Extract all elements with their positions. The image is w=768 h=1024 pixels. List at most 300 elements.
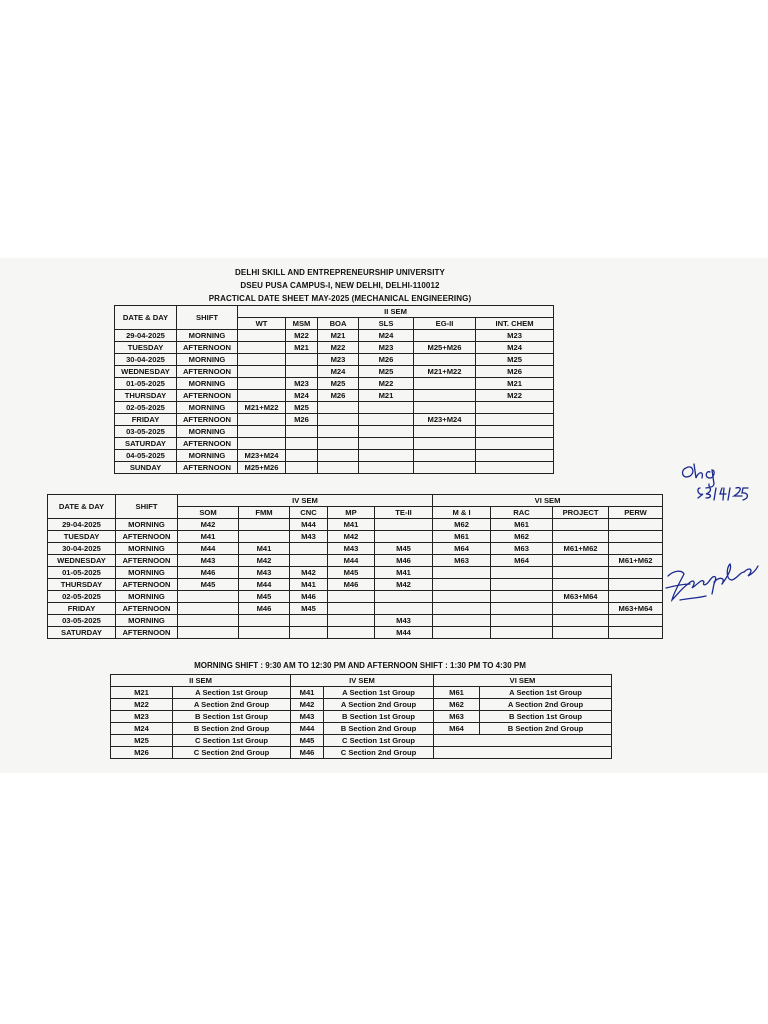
shift-cell: AFTERNOON: [177, 342, 238, 354]
group-cell: M62: [433, 519, 491, 531]
shift-cell: MORNING: [116, 543, 178, 555]
date-day-cell: 29-04-2025: [48, 519, 116, 531]
group-code-cell: M44: [291, 723, 324, 735]
date-day-cell: SATURDAY: [115, 438, 177, 450]
date-day-cell: SUNDAY: [115, 462, 177, 474]
table-row: [115, 342, 554, 354]
subject-header: EG-II: [414, 318, 476, 330]
group-cell: [239, 627, 290, 639]
group-code-cell: M62: [434, 699, 480, 711]
group-cell: [239, 615, 290, 627]
group-cell: M25: [359, 366, 414, 378]
shift-cell: MORNING: [116, 519, 178, 531]
group-cell: M24: [476, 342, 554, 354]
group-cell: M42: [290, 567, 328, 579]
group-cell: M42: [328, 531, 375, 543]
subject-header: PROJECT: [553, 507, 609, 519]
group-cell: [375, 531, 433, 543]
table-row: [48, 519, 663, 531]
subject-header: RAC: [491, 507, 553, 519]
group-cell: [238, 426, 286, 438]
group-cell: [553, 531, 609, 543]
group-cell: M41: [178, 531, 239, 543]
group-cell: [238, 438, 286, 450]
group-cell: [491, 591, 553, 603]
group-code-cell: M25: [111, 735, 173, 747]
group-cell: [609, 531, 663, 543]
group-cell: M23: [359, 342, 414, 354]
group-description-cell: A Section 1st Group: [173, 687, 291, 699]
group-cell: [328, 627, 375, 639]
shift-cell: MORNING: [177, 402, 238, 414]
group-cell: [476, 450, 554, 462]
group-cell: M63: [433, 555, 491, 567]
table-row: [115, 330, 554, 342]
group-cell: [239, 531, 290, 543]
date-day-cell: 03-05-2025: [115, 426, 177, 438]
table-row: [48, 531, 663, 543]
group-cell: [318, 414, 359, 426]
table-row: [115, 378, 554, 390]
subject-header: M & I: [433, 507, 491, 519]
group-cell: M25+M26: [238, 462, 286, 474]
table-row: [115, 426, 554, 438]
shift-cell: AFTERNOON: [116, 531, 178, 543]
date-day-cell: TUESDAY: [48, 531, 116, 543]
ii-sem-header: II SEM: [238, 306, 554, 318]
group-code-cell: M42: [291, 699, 324, 711]
group-cell: [178, 627, 239, 639]
group-cell: [609, 543, 663, 555]
date-day-cell: SATURDAY: [48, 627, 116, 639]
group-cell: M42: [239, 555, 290, 567]
table-row: [48, 627, 663, 639]
group-cell: M26: [318, 390, 359, 402]
group-cell: [290, 555, 328, 567]
shift-cell: MORNING: [177, 378, 238, 390]
shift-cell: MORNING: [177, 426, 238, 438]
group-code-cell: M41: [291, 687, 324, 699]
group-cell: M22: [286, 330, 318, 342]
shift-timing-note: MORNING SHIFT : 9:30 AM TO 12:30 PM AND AFTERNOON SHIFT : 1:30 PM TO 4:30 PM: [194, 661, 526, 670]
group-cell: M63+M64: [609, 603, 663, 615]
shift-cell: MORNING: [116, 591, 178, 603]
shift-header: SHIFT: [177, 306, 238, 330]
group-cell: [414, 330, 476, 342]
group-cell: [491, 627, 553, 639]
group-cell: M41: [290, 579, 328, 591]
group-cell: [238, 354, 286, 366]
shift-cell: MORNING: [116, 567, 178, 579]
shift-cell: AFTERNOON: [177, 390, 238, 402]
group-cell: M23: [286, 378, 318, 390]
subject-header: SOM: [178, 507, 239, 519]
legend-sem-header: IV SEM: [291, 675, 434, 687]
date-day-cell: 04-05-2025: [115, 450, 177, 462]
group-cell: M45: [328, 567, 375, 579]
group-cell: [286, 462, 318, 474]
group-cell: [286, 366, 318, 378]
legend-sem-header: VI SEM: [434, 675, 612, 687]
group-cell: M26: [359, 354, 414, 366]
legend-row: [111, 747, 612, 759]
table-row: [115, 390, 554, 402]
group-cell: M23+M24: [238, 450, 286, 462]
date-day-cell: 30-04-2025: [48, 543, 116, 555]
group-cell: M44: [239, 579, 290, 591]
group-code-cell: M26: [111, 747, 173, 759]
group-cell: M45: [375, 543, 433, 555]
group-cell: M25+M26: [414, 342, 476, 354]
shift-cell: AFTERNOON: [116, 555, 178, 567]
group-cell: [359, 438, 414, 450]
group-cell: M46: [375, 555, 433, 567]
group-cell: M42: [178, 519, 239, 531]
shift-cell: AFTERNOON: [177, 462, 238, 474]
subject-header: BOA: [318, 318, 359, 330]
campus-address: DSEU PUSA CAMPUS-I, NEW DELHI, DELHI-110012: [240, 281, 440, 290]
group-cell: M61+M62: [553, 543, 609, 555]
group-cell: [375, 591, 433, 603]
date-day-cell: 02-05-2025: [48, 591, 116, 603]
subject-header: FMM: [239, 507, 290, 519]
group-cell: [476, 402, 554, 414]
group-description-cell: B Section 1st Group: [324, 711, 434, 723]
table-row: [48, 543, 663, 555]
group-cell: M21: [476, 378, 554, 390]
subject-header: MP: [328, 507, 375, 519]
group-cell: M44: [178, 543, 239, 555]
group-code-cell: M23: [111, 711, 173, 723]
group-description-cell: B Section 2nd Group: [173, 723, 291, 735]
group-cell: M23: [318, 354, 359, 366]
group-cell: M41: [375, 567, 433, 579]
group-cell: [290, 543, 328, 555]
group-cell: [553, 567, 609, 579]
group-cell: M61+M62: [609, 555, 663, 567]
group-cell: [290, 615, 328, 627]
group-cell: M21+M22: [238, 402, 286, 414]
shift-cell: MORNING: [177, 354, 238, 366]
group-cell: [609, 627, 663, 639]
group-cell: [553, 603, 609, 615]
vi-sem-header: VI SEM: [433, 495, 663, 507]
date-day-cell: 01-05-2025: [115, 378, 177, 390]
group-cell: [476, 462, 554, 474]
group-description-cell: A Section 2nd Group: [173, 699, 291, 711]
group-cell: [476, 414, 554, 426]
group-cell: M45: [178, 579, 239, 591]
group-cell: [290, 627, 328, 639]
group-cell: M44: [290, 519, 328, 531]
group-cell: [433, 615, 491, 627]
iv-vi-sem-date-sheet-table: [47, 494, 663, 639]
group-cell: M25: [476, 354, 554, 366]
group-cell: M24: [318, 366, 359, 378]
group-cell: [359, 462, 414, 474]
group-cell: [359, 426, 414, 438]
date-day-cell: WEDNESDAY: [115, 366, 177, 378]
group-cell: [286, 438, 318, 450]
group-cell: [318, 426, 359, 438]
group-cell: [375, 603, 433, 615]
group-cell: M23+M24: [414, 414, 476, 426]
date-day-cell: 01-05-2025: [48, 567, 116, 579]
group-code-cell: M45: [291, 735, 324, 747]
group-cell: M63+M64: [553, 591, 609, 603]
date-day-cell: 29-04-2025: [115, 330, 177, 342]
group-code-cell: M46: [291, 747, 324, 759]
group-code-cell: M43: [291, 711, 324, 723]
group-cell: M21: [286, 342, 318, 354]
group-cell: M44: [328, 555, 375, 567]
group-cell: M22: [318, 342, 359, 354]
group-cell: M26: [476, 366, 554, 378]
group-cell: M22: [359, 378, 414, 390]
group-cell: [491, 603, 553, 615]
group-code-cell: M24: [111, 723, 173, 735]
group-description-cell: A Section 1st Group: [324, 687, 434, 699]
table-row: [48, 615, 663, 627]
table-row: [48, 591, 663, 603]
shift-cell: AFTERNOON: [177, 366, 238, 378]
group-cell: M25: [286, 402, 318, 414]
date-day-cell: TUESDAY: [115, 342, 177, 354]
table-row: [115, 366, 554, 378]
group-cell: [178, 591, 239, 603]
group-cell: M45: [290, 603, 328, 615]
legend-row: [111, 711, 612, 723]
group-cell: M26: [286, 414, 318, 426]
group-cell: M46: [178, 567, 239, 579]
ii-sem-date-sheet-table: [114, 305, 554, 474]
shift-cell: AFTERNOON: [116, 603, 178, 615]
group-cell: [433, 603, 491, 615]
group-cell: [286, 426, 318, 438]
group-cell: [318, 450, 359, 462]
group-description-cell: C Section 2nd Group: [324, 747, 434, 759]
shift-cell: AFTERNOON: [177, 414, 238, 426]
legend-empty-cell: [434, 735, 612, 747]
group-cell: [553, 579, 609, 591]
group-cell: [178, 615, 239, 627]
group-cell: M61: [433, 531, 491, 543]
group-legend-table: [110, 674, 612, 759]
group-cell: [414, 390, 476, 402]
group-cell: M22: [476, 390, 554, 402]
group-cell: [553, 627, 609, 639]
group-cell: [238, 330, 286, 342]
date-day-cell: WEDNESDAY: [48, 555, 116, 567]
legend-sem-header: II SEM: [111, 675, 291, 687]
university-name: DELHI SKILL AND ENTREPRENEURSHIP UNIVERSITY: [235, 268, 445, 277]
group-cell: [375, 519, 433, 531]
group-cell: M43: [290, 531, 328, 543]
group-cell: M24: [286, 390, 318, 402]
group-cell: M62: [491, 531, 553, 543]
group-cell: [414, 354, 476, 366]
group-cell: M44: [375, 627, 433, 639]
group-cell: [476, 438, 554, 450]
shift-cell: AFTERNOON: [116, 627, 178, 639]
group-cell: M63: [491, 543, 553, 555]
legend-empty-cell: [434, 747, 612, 759]
subject-header: INT. CHEM: [476, 318, 554, 330]
group-cell: [609, 579, 663, 591]
date-day-cell: 30-04-2025: [115, 354, 177, 366]
table-row: [48, 555, 663, 567]
group-cell: [286, 450, 318, 462]
table-row: [48, 579, 663, 591]
group-cell: [286, 354, 318, 366]
group-description-cell: C Section 1st Group: [173, 735, 291, 747]
group-cell: [318, 462, 359, 474]
subject-header: SLS: [359, 318, 414, 330]
group-cell: [414, 426, 476, 438]
group-cell: [609, 519, 663, 531]
group-cell: [414, 450, 476, 462]
group-code-cell: M64: [434, 723, 480, 735]
group-cell: [414, 378, 476, 390]
group-cell: [328, 603, 375, 615]
table-row: [115, 438, 554, 450]
shift-cell: AFTERNOON: [177, 438, 238, 450]
subject-header: PERW: [609, 507, 663, 519]
group-cell: M61: [491, 519, 553, 531]
group-cell: [328, 615, 375, 627]
group-cell: M41: [328, 519, 375, 531]
group-cell: [433, 627, 491, 639]
group-cell: M64: [433, 543, 491, 555]
group-cell: M42: [375, 579, 433, 591]
date-day-header: DATE & DAY: [48, 495, 116, 519]
group-cell: [414, 402, 476, 414]
date-day-cell: THURSDAY: [115, 390, 177, 402]
handwritten-signature-initials-date: [676, 458, 756, 504]
table-row: [48, 567, 663, 579]
legend-row: [111, 723, 612, 735]
group-cell: [359, 402, 414, 414]
date-day-cell: FRIDAY: [115, 414, 177, 426]
group-cell: M46: [239, 603, 290, 615]
group-description-cell: C Section 2nd Group: [173, 747, 291, 759]
group-cell: [491, 567, 553, 579]
table-row: [115, 402, 554, 414]
group-cell: M23: [476, 330, 554, 342]
group-cell: [414, 438, 476, 450]
group-code-cell: M63: [434, 711, 480, 723]
date-day-cell: FRIDAY: [48, 603, 116, 615]
group-description-cell: B Section 2nd Group: [480, 723, 612, 735]
group-cell: [414, 462, 476, 474]
date-day-cell: 02-05-2025: [115, 402, 177, 414]
group-cell: M21: [318, 330, 359, 342]
group-cell: M64: [491, 555, 553, 567]
table-row: [48, 603, 663, 615]
date-day-cell: THURSDAY: [48, 579, 116, 591]
group-cell: [238, 390, 286, 402]
group-cell: M43: [239, 567, 290, 579]
group-cell: M43: [375, 615, 433, 627]
group-cell: [553, 615, 609, 627]
group-cell: [359, 414, 414, 426]
group-cell: [609, 567, 663, 579]
group-description-cell: B Section 1st Group: [173, 711, 291, 723]
group-cell: M25: [318, 378, 359, 390]
group-cell: [359, 450, 414, 462]
subject-header: TE-II: [375, 507, 433, 519]
date-day-cell: 03-05-2025: [48, 615, 116, 627]
subject-header: CNC: [290, 507, 328, 519]
group-cell: M46: [328, 579, 375, 591]
group-cell: [609, 615, 663, 627]
group-cell: M43: [178, 555, 239, 567]
group-description-cell: B Section 2nd Group: [324, 723, 434, 735]
group-cell: M21+M22: [414, 366, 476, 378]
subject-header: MSM: [286, 318, 318, 330]
group-cell: [553, 555, 609, 567]
group-cell: M45: [239, 591, 290, 603]
group-description-cell: A Section 2nd Group: [324, 699, 434, 711]
legend-row: [111, 687, 612, 699]
group-cell: [476, 426, 554, 438]
table-row: [115, 450, 554, 462]
shift-cell: AFTERNOON: [116, 579, 178, 591]
handwritten-signature: [660, 548, 760, 608]
group-cell: M41: [239, 543, 290, 555]
group-cell: [238, 342, 286, 354]
table-row: [115, 414, 554, 426]
group-cell: [433, 579, 491, 591]
group-cell: [491, 615, 553, 627]
group-cell: [238, 414, 286, 426]
group-cell: [433, 567, 491, 579]
group-description-cell: A Section 2nd Group: [480, 699, 612, 711]
group-cell: M21: [359, 390, 414, 402]
group-cell: [491, 579, 553, 591]
group-cell: M46: [290, 591, 328, 603]
group-description-cell: B Section 1st Group: [480, 711, 612, 723]
shift-cell: MORNING: [177, 450, 238, 462]
group-cell: [328, 591, 375, 603]
group-cell: M24: [359, 330, 414, 342]
group-cell: [318, 438, 359, 450]
group-code-cell: M21: [111, 687, 173, 699]
date-sheet-title: PRACTICAL DATE SHEET MAY-2025 (MECHANICAL ENGINEERING): [208, 294, 472, 303]
group-cell: [553, 519, 609, 531]
shift-header: SHIFT: [116, 495, 178, 519]
table-row: [115, 462, 554, 474]
legend-row: [111, 735, 612, 747]
group-code-cell: M22: [111, 699, 173, 711]
group-cell: [238, 378, 286, 390]
shift-cell: MORNING: [116, 615, 178, 627]
group-description-cell: C Section 1st Group: [324, 735, 434, 747]
group-cell: [239, 519, 290, 531]
group-cell: [178, 603, 239, 615]
group-cell: [433, 591, 491, 603]
subject-header: WT: [238, 318, 286, 330]
group-cell: [318, 402, 359, 414]
iv-sem-header: IV SEM: [178, 495, 433, 507]
shift-cell: MORNING: [177, 330, 238, 342]
group-code-cell: M61: [434, 687, 480, 699]
group-cell: M43: [328, 543, 375, 555]
table-row: [115, 354, 554, 366]
group-cell: [609, 591, 663, 603]
legend-row: [111, 699, 612, 711]
group-cell: [238, 366, 286, 378]
